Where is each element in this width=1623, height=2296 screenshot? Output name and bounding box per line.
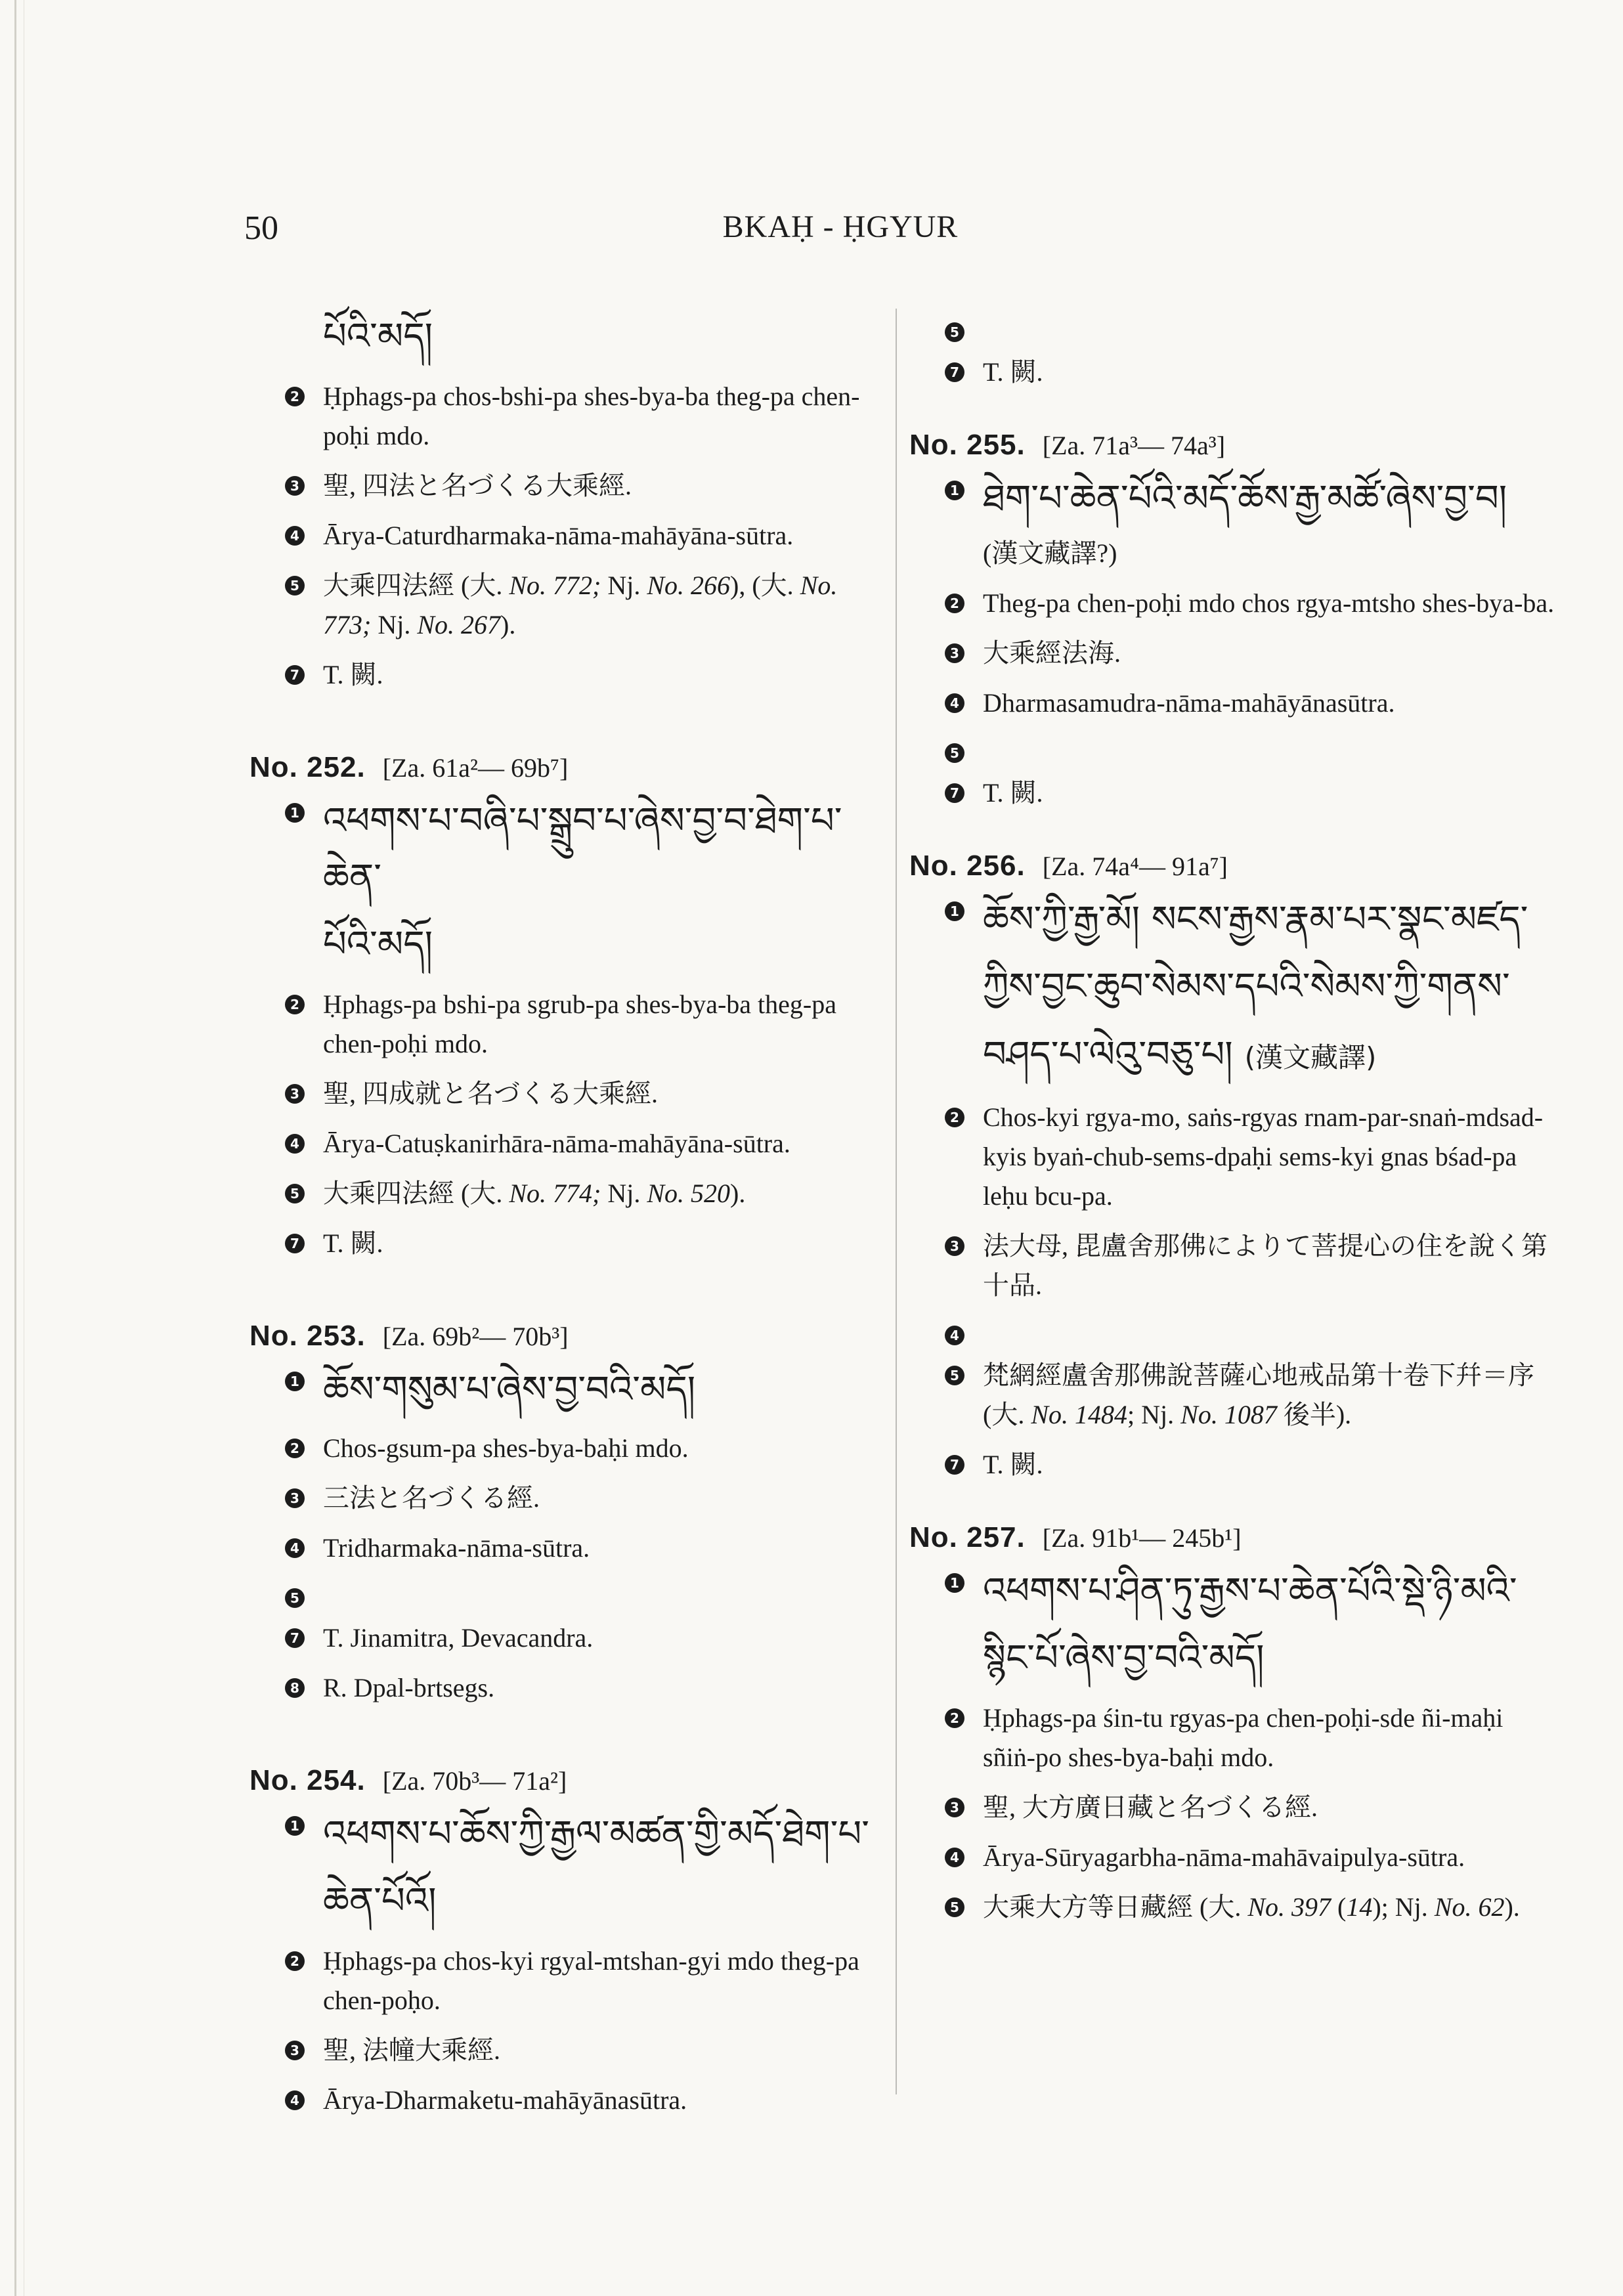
entry-line: 4 Ārya-Sūryagarbha-nāma-mahāvaipulya-sūtra. <box>909 1838 1559 1877</box>
entry-line: 3 聖, 法幢大乘經. <box>249 2031 880 2070</box>
entry-line: 3 法大母, 毘盧舍那佛によりて菩提心の住を說く第十品. <box>909 1226 1559 1305</box>
column-divider <box>896 309 897 2094</box>
page-number: 50 <box>244 209 278 247</box>
marker-2: 2 <box>285 387 305 406</box>
entry-line: 5 大乘四法經 (大. No. 772; Nj. No. 266), (大. No. 773; Nj. No. 267). <box>249 566 880 645</box>
entry-title <box>909 1521 1559 1554</box>
entry-line: 5 大乘四法經 (大. No. 774; Nj. No. 520). <box>249 1174 880 1213</box>
tibetan-title-cont: སྙིང་པོ་ཞེས་བྱ་བའི་མདོ། <box>983 1637 1265 1679</box>
entry-line: 2 Ḥphags-pa chos-bshi-pa shes-bya-ba theg-pa chen-poḥi mdo. <box>249 377 880 456</box>
entry-line: 2 Ḥphags-pa bshi-pa sgrub-pa shes-bya-ba theg-pa chen-poḥi mdo. <box>249 985 880 1064</box>
entry-number: No. 257. <box>909 1521 1026 1553</box>
entry-title <box>909 850 1559 882</box>
entry-number: No. 256. <box>909 850 1026 882</box>
scan-edge-line <box>14 0 16 2296</box>
marker-1: 1 <box>285 803 305 823</box>
tibetan-title: 1 འཕགས་པ་བཞི་པ་སྒྲུབ་པ་ཞེས་བྱ་བ་ཐེག་པ་ཆེན་ <box>249 793 880 906</box>
entry-line: 4 Ārya-Dharmaketu-mahāyānasūtra. <box>249 2081 880 2120</box>
tibetan-title-cont: ཆེན་པོའོ། <box>323 1880 437 1922</box>
entry-line: 3 聖, 大方廣日藏と名づくる經. <box>909 1788 1559 1827</box>
running-head: BKAḤ - ḤGYUR <box>722 209 959 244</box>
entry-255 <box>909 429 1559 813</box>
marker-7: 7 <box>285 665 305 685</box>
entry-number: No. 255. <box>909 429 1026 461</box>
entry-253 <box>249 1320 880 1708</box>
tibetan-title: 1 འཕགས་པ་ཆོས་ཀྱི་རྒྱལ་མཚན་གྱི་མདོ་ཐེག་པ་ <box>249 1806 880 1863</box>
marker-3: 3 <box>285 476 305 496</box>
entry-title <box>249 751 880 784</box>
entry-line: 3 大乘經法海. <box>909 634 1559 673</box>
entry-257 <box>909 1521 1559 1927</box>
entry-title <box>909 429 1559 462</box>
entry-line: 2 Theg-pa chen-poḥi mdo chos rgya-mtsho shes-bya-ba. <box>909 584 1559 623</box>
entry-line: 4 Dharmasamudra-nāma-mahāyānasūtra. <box>909 683 1559 723</box>
entry-number: No. 253. <box>249 1320 366 1352</box>
entry-line: 2 Ḥphags-pa śin-tu rgyas-pa chen-poḥi-sde ñi-maḥi sñiṅ-po shes-bya-baḥi mdo. <box>909 1699 1559 1777</box>
entry-line: 2 Chos-kyi rgya-mo, saṅs-rgyas rnam-par-snaṅ-mdsad-kyis byaṅ-chub-sems-dpaḥi sems-kyi gnas bśad-pa leḥu bcu-pa. <box>909 1098 1559 1216</box>
entry-line: 5 <box>909 733 1559 763</box>
entry-line: 5 梵網經盧舍那佛說菩薩心地戒品第十卷下幷＝序 (大. No. 1484; Nj. No. 1087 後半). <box>909 1356 1559 1435</box>
entry-line: 3 三法と名づくる經. <box>249 1479 880 1518</box>
entry-ref: [Za. 69b²— 70b³] <box>382 1322 569 1351</box>
entry-number: No. 252. <box>249 751 366 783</box>
entry-line: 8 R. Dpal-brtsegs. <box>249 1668 880 1708</box>
entry-ref: [Za. 70b³— 71a²] <box>382 1766 567 1796</box>
entry-line: 4 Tridharmaka-nāma-sūtra. <box>249 1528 880 1568</box>
entry-line: 2 Ḥphags-pa chos-kyi rgyal-mtshan-gyi mdo theg-pa chen-poḥo. <box>249 1941 880 2020</box>
entry-title <box>249 1320 880 1353</box>
entry-line: 7 T. 闕. <box>909 1445 1559 1484</box>
entry-line: 4 Ārya-Catuṣkanirhāra-nāma-mahāyāna-sūtra. <box>249 1124 880 1163</box>
entry-252 <box>249 751 880 1263</box>
entry-title <box>249 1764 880 1797</box>
tibetan-title: 1 ཐེག་པ་ཆེན་པོའི་མདོ་ཆོས་རྒྱ་མཚོ་ཞེས་བྱ་བ། <box>909 471 1559 527</box>
entry-256 <box>909 850 1559 1484</box>
entry-line: 5 <box>249 1578 880 1608</box>
marker-4: 4 <box>285 526 305 546</box>
entry-ref: [Za. 61a²— 69b⁷] <box>382 753 569 783</box>
tibetan-title-cont: བཤད་པ་ལེའུ་བཅུ་པ། (漢文藏譯) <box>983 1033 1377 1076</box>
entry-line: 3 聖, 四法と名づくる大乘經. <box>249 466 880 506</box>
entry-line: 2 Chos-gsum-pa shes-bya-baḥi mdo. <box>249 1429 880 1468</box>
tibetan-note: (漢文藏譯) <box>1244 1041 1377 1073</box>
tibetan-note: (漢文藏譯?) <box>983 538 1117 568</box>
entry-ref: [Za. 74a⁴— 91a⁷] <box>1042 852 1228 881</box>
tibetan-title-continued: པོའི་མདོ། <box>323 315 433 358</box>
tibetan-title-cont: པོའི་མདོ། <box>323 923 433 966</box>
marker-5: 5 <box>285 576 305 596</box>
right-column <box>909 309 1559 1938</box>
entry-line: 4 <box>909 1316 1559 1345</box>
tibetan-title: 1 ཆོས་གསུམ་པ་ཞེས་བྱ་བའི་མདོ། <box>249 1362 880 1418</box>
entry-line: 7 T. 闕. <box>909 773 1559 813</box>
entry-number: No. 254. <box>249 1764 366 1796</box>
left-column <box>249 309 880 2131</box>
tibetan-title-cont: ཀྱིས་བྱང་ཆུབ་སེམས་དཔའི་སེམས་ཀྱི་གནས་ <box>983 965 1510 1008</box>
entry-line: 7 T. 闕. <box>249 655 880 695</box>
entry-ref: [Za. 71a³— 74a³] <box>1042 431 1226 460</box>
entry-line: 7 T. Jinamitra, Devacandra. <box>249 1618 880 1658</box>
entry-line: 5 <box>909 313 1559 342</box>
entry-line: 5 大乘大方等日藏經 (大. No. 397 (14); Nj. No. 62). <box>909 1888 1559 1927</box>
tibetan-title: 1 འཕགས་པ་ཤིན་ཏུ་རྒྱས་པ་ཆེན་པོའི་སྡེ་ཉི་མའི་ <box>909 1563 1559 1620</box>
entry-254 <box>249 1764 880 2120</box>
entry-line: 4 Ārya-Caturdharmaka-nāma-mahāyāna-sūtra. <box>249 516 880 555</box>
entry-line: 7 T. 闕. <box>249 1224 880 1263</box>
tibetan-title: 1 ཆོས་ཀྱི་རྒྱ་མོ། སངས་རྒྱས་རྣམ་པར་སྣང་མཛད་ <box>909 892 1559 948</box>
entry-ref: [Za. 91b¹— 245b¹] <box>1042 1523 1242 1553</box>
entry-line: 7 T. 闕. <box>909 353 1559 392</box>
entry-line: 3 聖, 四成就と名づくる大乘經. <box>249 1074 880 1114</box>
